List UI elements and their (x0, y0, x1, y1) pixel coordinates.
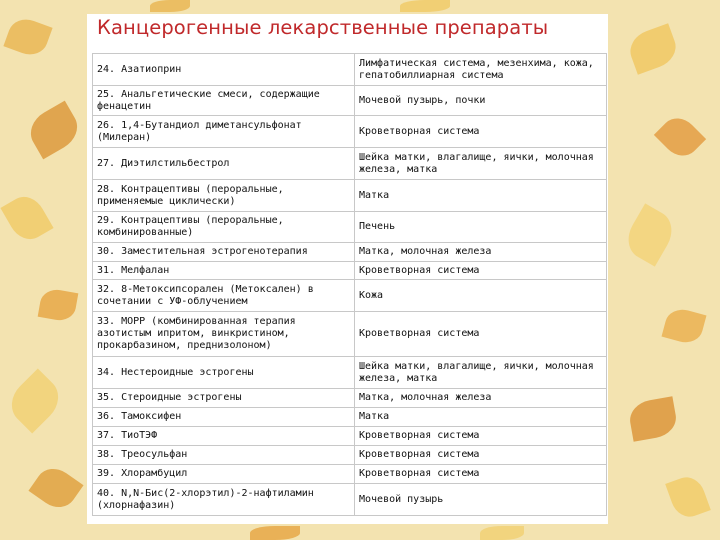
target-organ-cell: Лимфатическая система, мезенхима, кожа, гепатобиллиарная система (355, 54, 607, 86)
drug-name-cell: 36. Тамоксифен (93, 408, 355, 427)
drug-name-cell: 37. ТиоТЭФ (93, 427, 355, 446)
drug-name-cell: 27. Диэтилстильбестрол (93, 148, 355, 180)
page-title: Канцерогенные лекарственные препараты (97, 16, 549, 39)
target-organ-cell: Матка (355, 180, 607, 212)
drugs-table (92, 53, 607, 516)
target-organ-cell: Шейка матки, влагалище, яички, молочная железа, матка (355, 357, 607, 389)
drug-name-cell: 32. 8-Метоксипсорален (Метоксален) в сочетании с УФ-облучением (93, 280, 355, 312)
target-organ-cell: Матка, молочная железа (355, 243, 607, 262)
drug-name-cell: 25. Анальгетические смеси, содержащие фенацетин (93, 86, 355, 116)
table-row (93, 180, 607, 212)
table-row (93, 408, 607, 427)
table-row (93, 148, 607, 180)
table-row (93, 389, 607, 408)
target-organ-cell: Кроветворная система (355, 446, 607, 465)
table-row (93, 212, 607, 243)
drug-name-cell: 33. МОРР (комбинированная терапия азотистым ипритом, винкристином, прокарбазином, преднизолоном) (93, 312, 355, 357)
table-row (93, 465, 607, 484)
drug-name-cell: 29. Контрацептивы (пероральные, комбинированные) (93, 212, 355, 243)
table-row (93, 427, 607, 446)
target-organ-cell: Мочевой пузырь (355, 484, 607, 516)
table-row (93, 312, 607, 357)
drug-name-cell: 28. Контрацептивы (пероральные, применяемые циклически) (93, 180, 355, 212)
table-row (93, 86, 607, 116)
drug-name-cell: 38. Треосульфан (93, 446, 355, 465)
drug-name-cell: 39. Хлорамбуцил (93, 465, 355, 484)
drug-name-cell: 31. Мелфалан (93, 262, 355, 280)
drug-name-cell: 24. Азатиоприн (93, 54, 355, 86)
table-row (93, 446, 607, 465)
drug-name-cell: 35. Стероидные эстрогены (93, 389, 355, 408)
target-organ-cell: Шейка матки, влагалище, яички, молочная железа, матка (355, 148, 607, 180)
table-row (93, 116, 607, 148)
drug-name-cell: 26. 1,4-Бутандиол диметансульфонат (Милеран) (93, 116, 355, 148)
target-organ-cell: Кожа (355, 280, 607, 312)
table-row (93, 243, 607, 262)
table-row (93, 262, 607, 280)
table-row (93, 357, 607, 389)
target-organ-cell: Матка, молочная железа (355, 389, 607, 408)
target-organ-cell: Кроветворная система (355, 465, 607, 484)
target-organ-cell: Кроветворная система (355, 262, 607, 280)
drug-name-cell: 30. Заместительная эстрогенотерапия (93, 243, 355, 262)
target-organ-cell: Кроветворная система (355, 427, 607, 446)
table-row (93, 484, 607, 516)
drug-name-cell: 40. N,N-Бис(2-хлорэтил)-2-нафтиламин (хлорнафазин) (93, 484, 355, 516)
target-organ-cell: Матка (355, 408, 607, 427)
target-organ-cell: Кроветворная система (355, 116, 607, 148)
table-row (93, 54, 607, 86)
target-organ-cell: Мочевой пузырь, почки (355, 86, 607, 116)
target-organ-cell: Кроветворная система (355, 312, 607, 357)
target-organ-cell: Печень (355, 212, 607, 243)
drug-name-cell: 34. Нестероидные эстрогены (93, 357, 355, 389)
table-row (93, 280, 607, 312)
